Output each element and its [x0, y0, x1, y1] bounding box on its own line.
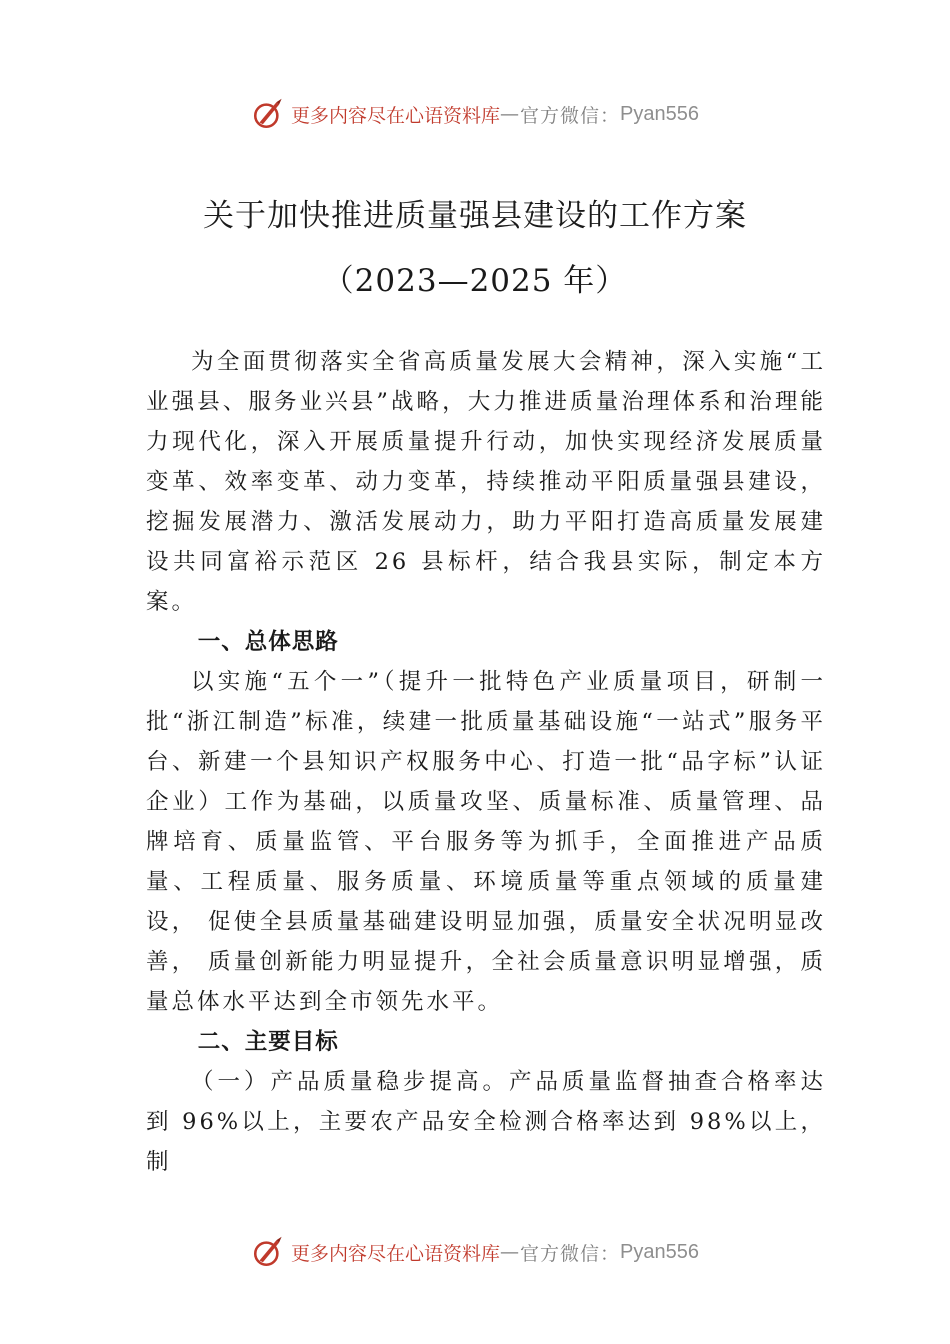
header-watermark — [0, 94, 950, 134]
watermark-wechat-label: 官方微信： — [520, 104, 621, 127]
watermark-dash: — — [500, 1241, 521, 1263]
section-1-paragraph: 以实施“五个一”（提升一批特色产业质量项目，研制一批“浙江制造”标准，续建一批质量基础设施“一站式”服务平台、新建一个县知识产权服务中心、打造一批“品字标”认证企业）工作为基础，以质量攻坚、质量标准、质量管理、品牌培育、质量监管、平台服务等为抓手，全面推进产品质量、工程质量、服务质量、环境质量等重点领域的质量建设， 促使全县质量基础建设明显加强，质量安全状况明显改善， 质量创新能力明显提升，全社会质量意识明显增强，质量总体水平达到全市领先水平。 — [146, 669, 826, 1015]
document-body — [146, 342, 826, 1182]
watermark-wechat-label: 官方微信： — [520, 1242, 621, 1265]
quill-pen-logo-icon — [251, 1235, 285, 1269]
document-title: 关于加快推进质量强县建设的工作方案 — [203, 198, 747, 234]
watermark-wechat-id: Pyan556 — [620, 102, 699, 125]
watermark-site-name: 更多内容尽在心语资料库 — [291, 104, 501, 127]
section-2-heading: 二、主要目标 — [197, 1029, 339, 1055]
footer-watermark — [0, 1232, 950, 1272]
intro-paragraph: 为全面贯彻落实全省高质量发展大会精神，深入实施“工业强县、服务业兴县”战略，大力推进质量治理体系和治理能力现代化，深入开展质量提升行动，加快实现经济发展质量变革、效率变革、动力变革，持续推动平阳质量强县建设，挖掘发展潜力、激活发展动力，助力平阳打造高质量发展建设共同富裕示范区 26 县标杆，结合我县实际，制定本方案。 — [146, 349, 826, 615]
section-1-heading: 一、总体思路 — [197, 629, 339, 655]
quill-pen-logo-icon — [251, 97, 285, 131]
watermark-dash: — — [500, 103, 521, 125]
document-subtitle: （2023—2025 年） — [322, 263, 628, 299]
section-2-item-1: （一）产品质量稳步提高。产品质量监督抽查合格率达到 96%以上，主要农产品安全检测合格率达到 98%以上，制 — [146, 1069, 826, 1175]
watermark-site-name: 更多内容尽在心语资料库 — [291, 1242, 501, 1265]
watermark-wechat-id: Pyan556 — [620, 1240, 699, 1263]
